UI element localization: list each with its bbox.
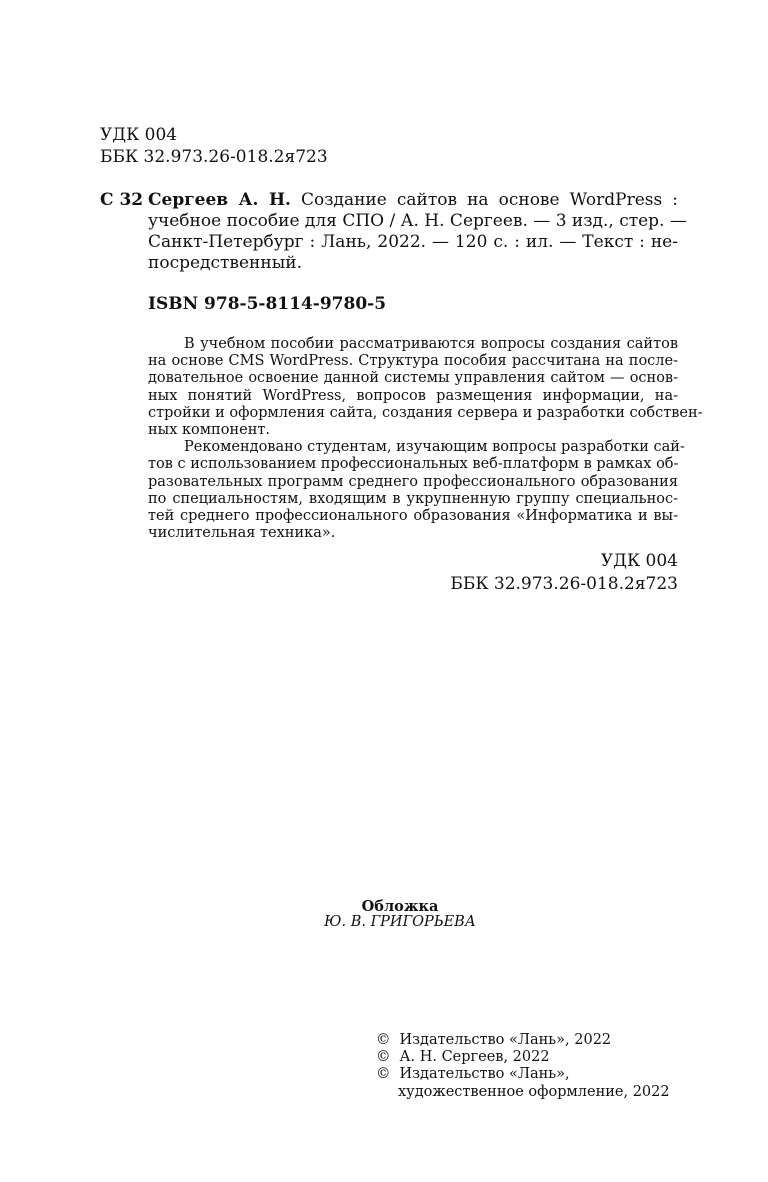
copyright-line: © Издательство «Лань», <box>376 1066 570 1083</box>
annotation-line: числительная техника». <box>148 525 336 542</box>
annotation-line: на основе CMS WordPress. Структура пособия рассчитана на после- <box>148 353 678 370</box>
annotation <box>148 336 703 542</box>
bibliographic-description <box>148 190 687 274</box>
author-mark: С 32 <box>100 190 144 210</box>
annotation-line: ных понятий WordPress, вопросов размещения информации, на- <box>148 387 678 404</box>
bib-line-4: посредственный. <box>148 253 302 273</box>
annotation-line: ных компонент. <box>148 422 270 439</box>
udk-code: УДК 004 <box>100 125 178 145</box>
book-title: Создание сайтов на основе WordPress : <box>290 190 678 210</box>
annotation-line: тей среднего профессионального образования «Информатика и вы- <box>148 508 678 525</box>
bib-line-2: учебное пособие для СПО / А. Н. Сергеев. — 3 изд., стер. — <box>148 211 687 231</box>
cover-label: Обложка <box>361 898 439 915</box>
annotation-line: стройки и оформления сайта, создания сервера и разработки собствен- <box>148 404 703 421</box>
annotation-line: довательное освоение данной системы управления сайтом — основ- <box>148 370 678 387</box>
isbn: ISBN 978-5-8114-9780-5 <box>148 294 387 314</box>
annotation-line: тов с использованием профессиональных веб-платформ в рамках об- <box>148 456 679 473</box>
cover-designer: Ю. В. ГРИГОРЬЕВА <box>324 914 476 930</box>
copyright-icon: © <box>376 1049 391 1066</box>
bbk-code: ББК 32.973.26-018.2я723 <box>100 147 328 167</box>
udk-code-right: УДК 004 <box>600 551 678 571</box>
copyright-line: © А. Н. Сергеев, 2022 <box>376 1049 550 1066</box>
copyright-continuation: художественное оформление, 2022 <box>398 1083 670 1100</box>
bib-line-3: Санкт-Петербург : Лань, 2022. — 120 с. : ил. — Текст : не- <box>148 232 678 252</box>
copyright-block <box>376 1032 670 1101</box>
annotation-line: разовательных программ среднего профессионального образования <box>148 473 678 490</box>
copyright-line: © Издательство «Лань», 2022 <box>376 1032 612 1048</box>
author-name: Сергеев А. Н. <box>148 190 291 210</box>
annotation-line: В учебном пособии рассматриваются вопросы создания сайтов <box>184 336 678 352</box>
annotation-line: по специальностям, входящим в укрупненную группу специальнос- <box>148 490 678 507</box>
copyright-icon: © <box>376 1032 391 1048</box>
annotation-line: Рекомендовано студентам, изучающим вопросы разработки сай- <box>184 439 685 456</box>
bbk-code-right: ББК 32.973.26-018.2я723 <box>450 574 678 594</box>
bib-line-1 <box>148 190 678 211</box>
copyright-icon: © <box>376 1066 391 1083</box>
